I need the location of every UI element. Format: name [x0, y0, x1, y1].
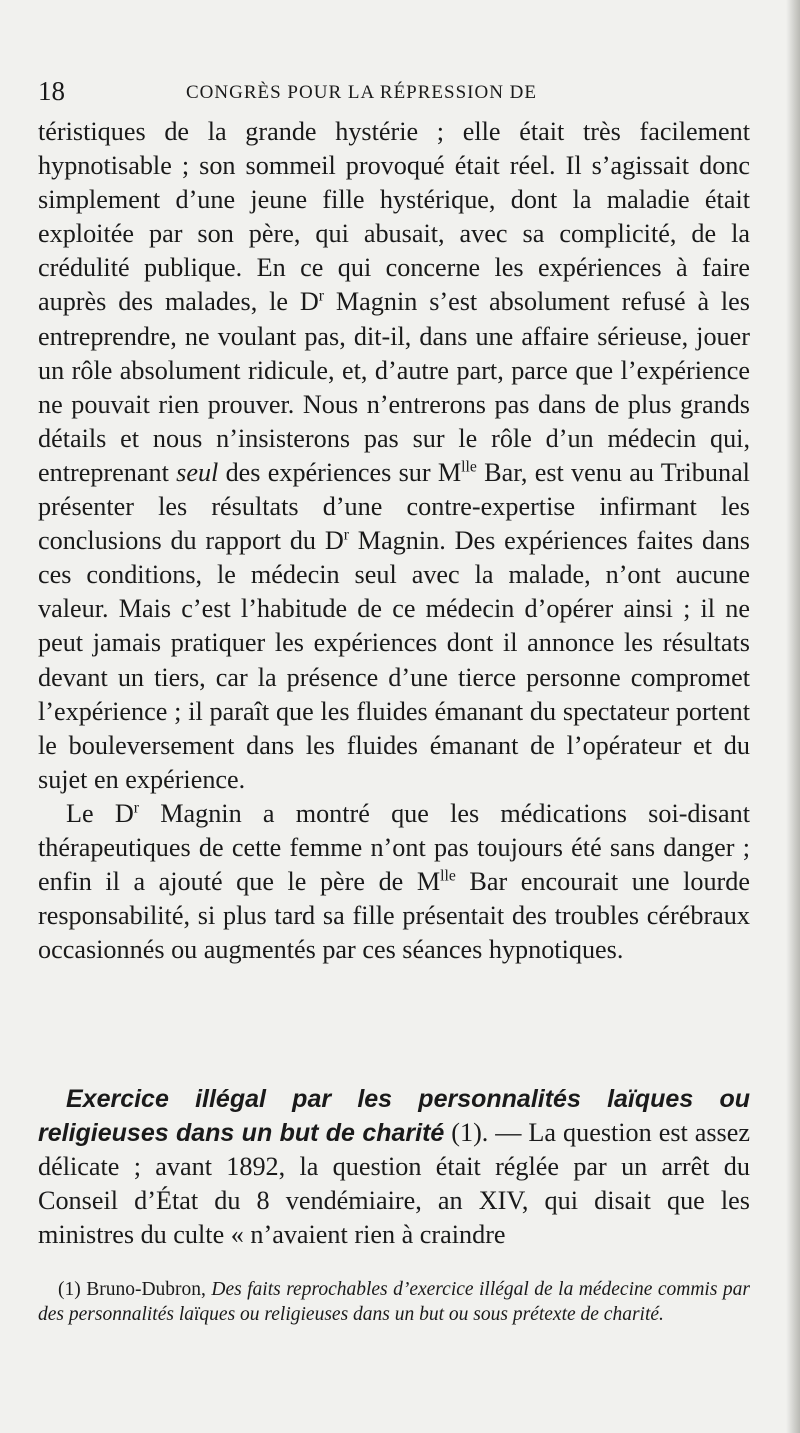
- superscript: lle: [461, 458, 477, 476]
- page-number: 18: [38, 76, 65, 106]
- superscript: r: [133, 799, 139, 817]
- text-run: téristiques de la grande hystérie ; elle était très facilement hypnotisable ; son sommeil provoqué était réel. Il s’agissait donc simplement d’une jeune fille hystérique, dont la maladie était exploitée par son père, qui abusait, avec sa complicité, de la crédulité publique. En ce qui concerne les expériences à faire auprès des malades, le D: [38, 117, 750, 317]
- superscript: r: [343, 526, 349, 544]
- section-heading: Exercice illégal par les personnalités laïques ou religieuses dans un but de charité: [38, 1085, 750, 1148]
- superscript: lle: [440, 867, 456, 885]
- footnote-reference: (1).: [444, 1118, 489, 1148]
- paragraph-2: [38, 797, 750, 967]
- running-header: [38, 72, 748, 112]
- section-paragraph: [38, 1082, 750, 1252]
- paragraph-1: [38, 115, 750, 797]
- text-run: des expériences sur M: [218, 457, 462, 487]
- footnote: [38, 1278, 750, 1327]
- body-text: [38, 115, 750, 967]
- running-title: CONGRÈS POUR LA RÉPRESSION DE: [186, 82, 537, 103]
- text-run: Magnin s’est absolument refusé à les entreprendre, ne voulant pas, dit-il, dans une affaire sérieuse, jouer un rôle absolument ridicule, et, d’autre part, parce que l’expérience ne pouvait rien prouver. Nous n’entrerons pas dans de plus grands détails et nous n’insisterons pas sur le rôle d’un médecin qui, entreprenant: [38, 287, 750, 487]
- text-run: Bar encourait une lourde responsabilité, si plus tard sa fille présentait des troubles cérébraux occasionnés ou augmentés par ces séances hypnotiques.: [38, 867, 750, 965]
- footnote-author: Bruno-Dubron,: [80, 1279, 212, 1300]
- italic-word: seul: [176, 457, 219, 487]
- superscript: r: [318, 287, 325, 305]
- text-run: Magnin a montré que les médications soi-disant thérapeutiques de cette femme n’ont pas toujours été sans danger ; enfin il a ajouté que le père de M: [38, 798, 750, 897]
- footnote-title: Des faits reprochables d’exercice illégal de la médecine commis par des personnalités laïques ou religieuses dans un but ou sous prétexte de charité.: [38, 1279, 750, 1325]
- footnote-marker: (1): [58, 1279, 81, 1300]
- page-edge-shadow: [786, 0, 800, 1433]
- section-text: — La question est assez délicate ; avant 1892, la question était réglée par un arrêt du Conseil d’État du 8 vendémiaire, an XIV, qui disait que les ministres du culte « n’avaient rien à craindre: [38, 1118, 750, 1250]
- text-run: Magnin. Des expériences faites dans ces conditions, le médecin seul avec la malade, n’ont aucune valeur. Mais c’est l’habitude de ce médecin d’opérer ainsi ; il ne peut jamais pratiquer les expériences dont il annonce les résultats devant un tiers, car la présence d’une tierce personne compromet l’expérience ; il paraît que les fluides émanant du spectateur portent le bouleversement dans les fluides émanant de l’opérateur et du sujet en expérience.: [38, 526, 750, 794]
- text-run: Le D: [66, 798, 134, 828]
- text-run: Bar, est venu au Tribunal présenter les résultats d’une contre-expertise infirmant les conclusions du rapport du D: [38, 457, 750, 556]
